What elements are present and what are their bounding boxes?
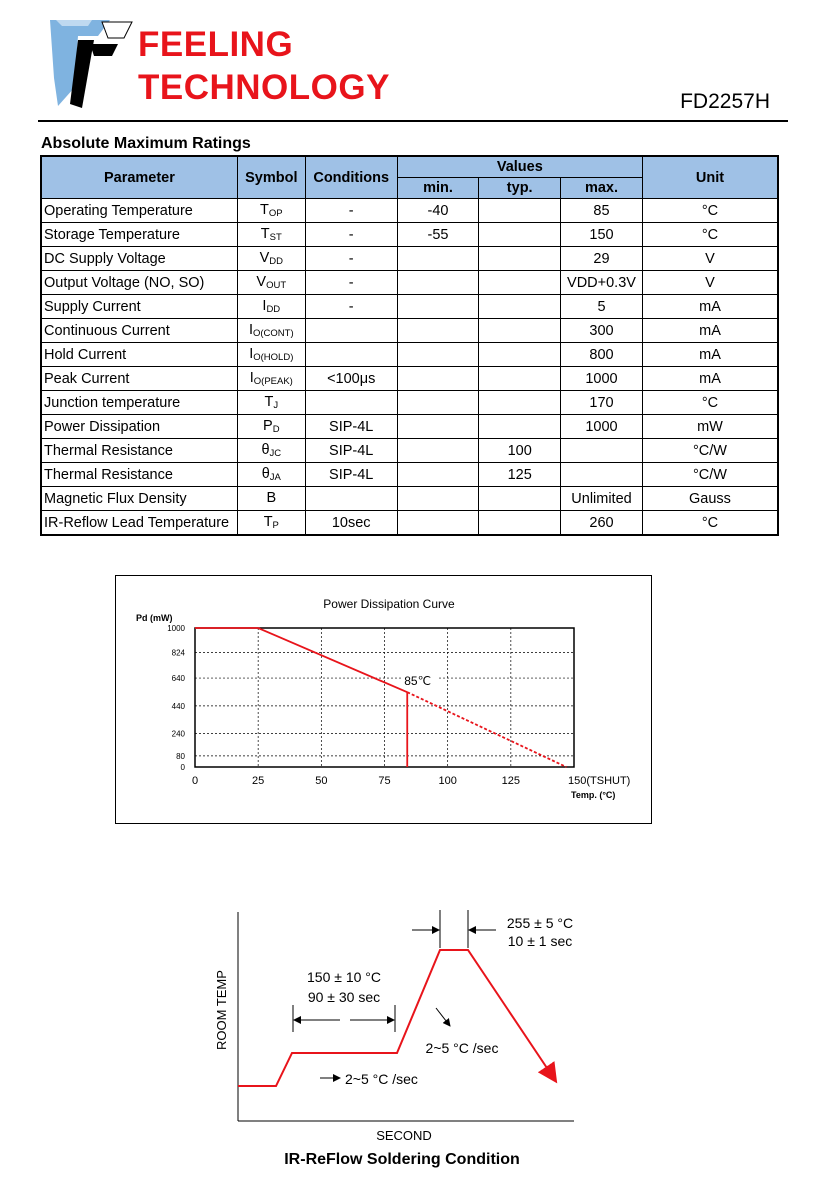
cell-unit: °C bbox=[642, 199, 778, 223]
peak-time-label: 10 ± 1 sec bbox=[507, 933, 573, 949]
cell-conditions: SIP-4L bbox=[305, 415, 397, 439]
table-row bbox=[41, 247, 778, 271]
symbol-subscript: DD bbox=[269, 256, 283, 267]
cell-unit: °C/W bbox=[642, 463, 778, 487]
table-row bbox=[41, 391, 778, 415]
cell-parameter: Junction temperature bbox=[41, 391, 237, 415]
table-row bbox=[41, 223, 778, 247]
cell-unit: V bbox=[642, 247, 778, 271]
cell-symbol bbox=[237, 223, 305, 247]
x-tick-label: 100 bbox=[438, 775, 457, 787]
reflow-title: IR-ReFlow Soldering Condition bbox=[284, 1151, 520, 1168]
symbol-subscript: O(CONT) bbox=[252, 328, 294, 339]
cell-min bbox=[397, 367, 479, 391]
cell-symbol bbox=[237, 487, 305, 511]
cell-conditions: <100μs bbox=[305, 367, 397, 391]
preheat-time-label: 90 ± 30 sec bbox=[307, 989, 381, 1005]
cell-parameter: Peak Current bbox=[41, 367, 237, 391]
ramp1-label: 2~5 °C /sec bbox=[345, 1071, 418, 1087]
cell-min bbox=[397, 487, 479, 511]
cell-typ bbox=[479, 271, 561, 295]
ratings-table bbox=[40, 155, 779, 536]
cell-conditions: 10sec bbox=[305, 511, 397, 536]
table-row bbox=[41, 367, 778, 391]
cell-max: 5 bbox=[561, 295, 643, 319]
symbol-main: I bbox=[249, 370, 254, 386]
cell-symbol bbox=[237, 295, 305, 319]
reflow-diagram bbox=[200, 900, 620, 1180]
cell-max: VDD+0.3V bbox=[561, 271, 643, 295]
symbol-main: T bbox=[260, 226, 270, 242]
cell-unit: °C bbox=[642, 223, 778, 247]
symbol-subscript: JA bbox=[269, 472, 281, 483]
cell-min bbox=[397, 511, 479, 536]
symbol-subscript: D bbox=[272, 424, 280, 435]
symbol-subscript: P bbox=[272, 520, 279, 531]
cell-parameter: Supply Current bbox=[41, 295, 237, 319]
ratings-table-body bbox=[41, 199, 778, 536]
cell-parameter: Continuous Current bbox=[41, 319, 237, 343]
y-tick-label: 1000 bbox=[167, 624, 185, 633]
symbol-subscript: O(HOLD) bbox=[253, 352, 294, 363]
cell-parameter: Power Dissipation bbox=[41, 415, 237, 439]
cell-max: 260 bbox=[561, 511, 643, 536]
cell-conditions bbox=[305, 487, 397, 511]
symbol-main: P bbox=[263, 418, 273, 434]
cell-min bbox=[397, 439, 479, 463]
cell-symbol bbox=[237, 343, 305, 367]
symbol-main: B bbox=[266, 490, 277, 506]
symbol-subscript: O(PEAK) bbox=[253, 376, 293, 387]
symbol-subscript: ST bbox=[269, 232, 282, 243]
header-min: min. bbox=[397, 178, 479, 199]
cell-max bbox=[561, 463, 643, 487]
header-typ: typ. bbox=[479, 178, 561, 199]
reflow-x-label: SECOND bbox=[376, 1128, 432, 1143]
cell-symbol bbox=[237, 511, 305, 536]
cell-min bbox=[397, 319, 479, 343]
cell-min bbox=[397, 415, 479, 439]
cell-conditions: - bbox=[305, 295, 397, 319]
cell-unit: mA bbox=[642, 367, 778, 391]
symbol-main: T bbox=[263, 514, 273, 530]
cell-typ bbox=[479, 199, 561, 223]
cell-typ bbox=[479, 295, 561, 319]
header-values: Values bbox=[397, 156, 642, 178]
cell-symbol bbox=[237, 439, 305, 463]
reflow-profile-curve bbox=[238, 950, 555, 1086]
cell-typ bbox=[479, 511, 561, 536]
cell-typ bbox=[479, 343, 561, 367]
cell-max bbox=[561, 439, 643, 463]
cell-max: 170 bbox=[561, 391, 643, 415]
cell-unit: mA bbox=[642, 319, 778, 343]
table-row bbox=[41, 415, 778, 439]
cell-symbol bbox=[237, 319, 305, 343]
y-tick-label: 440 bbox=[171, 701, 185, 711]
x-tick-label: 150(TSHUT) bbox=[568, 775, 631, 787]
company-name-line1: FEELING bbox=[138, 25, 294, 64]
y-tick-label: 640 bbox=[171, 674, 185, 684]
symbol-main: T bbox=[260, 202, 269, 218]
cell-parameter: Operating Temperature bbox=[41, 199, 237, 223]
symbol-subscript: OUT bbox=[266, 280, 287, 291]
cell-typ bbox=[479, 223, 561, 247]
symbol-subscript: OP bbox=[268, 208, 283, 219]
company-logo bbox=[48, 18, 134, 108]
cell-min bbox=[397, 343, 479, 367]
cell-symbol bbox=[237, 199, 305, 223]
power-dissipation-svg bbox=[116, 576, 651, 823]
x-tick-label: 50 bbox=[315, 775, 328, 787]
symbol-subscript: DD bbox=[266, 304, 281, 315]
cell-parameter: Magnetic Flux Density bbox=[41, 487, 237, 511]
cell-min bbox=[397, 295, 479, 319]
ramp2-label: 2~5 °C /sec bbox=[425, 1040, 499, 1056]
cell-max: 300 bbox=[561, 319, 643, 343]
reflow-y-label: ROOM TEMP bbox=[214, 970, 229, 1050]
table-row bbox=[41, 343, 778, 367]
header-symbol: Symbol bbox=[237, 156, 305, 199]
cell-typ bbox=[479, 487, 561, 511]
cell-unit: V bbox=[642, 271, 778, 295]
symbol-main: θ bbox=[261, 442, 270, 458]
table-row bbox=[41, 511, 778, 536]
series-derating bbox=[195, 628, 407, 692]
table-row bbox=[41, 487, 778, 511]
x-tick-label: 0 bbox=[191, 775, 199, 787]
y-tick-label: 824 bbox=[171, 648, 185, 658]
peak-temp-label: 255 ± 5 °C bbox=[506, 915, 574, 931]
table-row bbox=[41, 319, 778, 343]
cell-conditions: - bbox=[305, 247, 397, 271]
header-unit: Unit bbox=[642, 156, 778, 199]
table-row bbox=[41, 199, 778, 223]
symbol-main: I bbox=[262, 298, 267, 314]
symbol-main: V bbox=[259, 250, 270, 266]
cell-typ: 125 bbox=[479, 463, 561, 487]
x-tick-label: 25 bbox=[252, 775, 265, 787]
cell-unit: mW bbox=[642, 415, 778, 439]
cell-conditions bbox=[305, 391, 397, 415]
cell-parameter: Hold Current bbox=[41, 343, 237, 367]
cell-symbol bbox=[237, 247, 305, 271]
cell-min: -40 bbox=[397, 199, 479, 223]
cell-conditions: SIP-4L bbox=[305, 439, 397, 463]
cell-min bbox=[397, 463, 479, 487]
x-tick-label: 125 bbox=[501, 775, 521, 787]
cell-typ bbox=[479, 319, 561, 343]
cell-symbol bbox=[237, 367, 305, 391]
preheat-temp-label: 150 ± 10 °C bbox=[307, 969, 381, 985]
cell-unit: mA bbox=[642, 343, 778, 367]
symbol-main: T bbox=[264, 394, 274, 410]
cell-unit: °C bbox=[642, 511, 778, 536]
cell-max: Unlimited bbox=[561, 487, 643, 511]
cell-min bbox=[397, 271, 479, 295]
cell-typ bbox=[479, 247, 561, 271]
cell-conditions: - bbox=[305, 223, 397, 247]
cell-max: 800 bbox=[561, 343, 643, 367]
cell-max: 29 bbox=[561, 247, 643, 271]
cell-symbol bbox=[237, 271, 305, 295]
cell-max: 1000 bbox=[561, 415, 643, 439]
cell-min bbox=[397, 247, 479, 271]
part-number: FD2257H bbox=[680, 90, 770, 113]
cell-conditions bbox=[305, 319, 397, 343]
cell-conditions: - bbox=[305, 271, 397, 295]
symbol-main: V bbox=[256, 274, 267, 290]
cell-unit: °C/W bbox=[642, 439, 778, 463]
table-row bbox=[41, 439, 778, 463]
cell-typ bbox=[479, 391, 561, 415]
ramp2-arrow bbox=[436, 1008, 450, 1026]
table-row bbox=[41, 463, 778, 487]
cell-conditions bbox=[305, 343, 397, 367]
cell-symbol bbox=[237, 463, 305, 487]
cell-parameter: DC Supply Voltage bbox=[41, 247, 237, 271]
annotation-label: 85℃ bbox=[404, 674, 432, 689]
cell-conditions: SIP-4L bbox=[305, 463, 397, 487]
section-title: Absolute Maximum Ratings bbox=[41, 135, 251, 152]
cell-typ: 100 bbox=[479, 439, 561, 463]
symbol-main: θ bbox=[261, 466, 270, 482]
chart-y-label: Pd (mW) bbox=[136, 613, 173, 623]
cell-parameter: Thermal Resistance bbox=[41, 439, 237, 463]
symbol-subscript: J bbox=[273, 400, 279, 411]
header-parameter: Parameter bbox=[41, 156, 237, 199]
cell-parameter: IR-Reflow Lead Temperature bbox=[41, 511, 237, 536]
header-conditions: Conditions bbox=[305, 156, 397, 199]
symbol-subscript: JC bbox=[269, 448, 282, 459]
cell-typ bbox=[479, 367, 561, 391]
power-dissipation-chart bbox=[115, 575, 652, 824]
cell-unit: Gauss bbox=[642, 487, 778, 511]
y-tick-label: 80 bbox=[176, 751, 185, 761]
cell-unit: mA bbox=[642, 295, 778, 319]
table-row bbox=[41, 295, 778, 319]
cell-parameter: Thermal Resistance bbox=[41, 463, 237, 487]
cell-parameter: Output Voltage (NO, SO) bbox=[41, 271, 237, 295]
cell-min bbox=[397, 391, 479, 415]
cell-max: 85 bbox=[561, 199, 643, 223]
cell-max: 1000 bbox=[561, 367, 643, 391]
y-tick-label: 240 bbox=[171, 729, 185, 739]
header-max: max. bbox=[561, 178, 643, 199]
symbol-main: I bbox=[248, 322, 253, 338]
header-divider bbox=[38, 120, 788, 122]
symbol-main: I bbox=[249, 346, 254, 362]
company-name-line2: TECHNOLOGY bbox=[138, 68, 390, 107]
y-tick-label: 0 bbox=[180, 763, 185, 772]
cell-unit: °C bbox=[642, 391, 778, 415]
cell-min: -55 bbox=[397, 223, 479, 247]
chart-title: Power Dissipation Curve bbox=[323, 597, 455, 611]
chart-x-label: Temp. (°C) bbox=[571, 790, 616, 800]
cell-conditions: - bbox=[305, 199, 397, 223]
cell-max: 150 bbox=[561, 223, 643, 247]
cell-parameter: Storage Temperature bbox=[41, 223, 237, 247]
table-row bbox=[41, 271, 778, 295]
cell-symbol bbox=[237, 415, 305, 439]
x-tick-label: 75 bbox=[378, 775, 391, 787]
cell-symbol bbox=[237, 391, 305, 415]
cell-typ bbox=[479, 415, 561, 439]
